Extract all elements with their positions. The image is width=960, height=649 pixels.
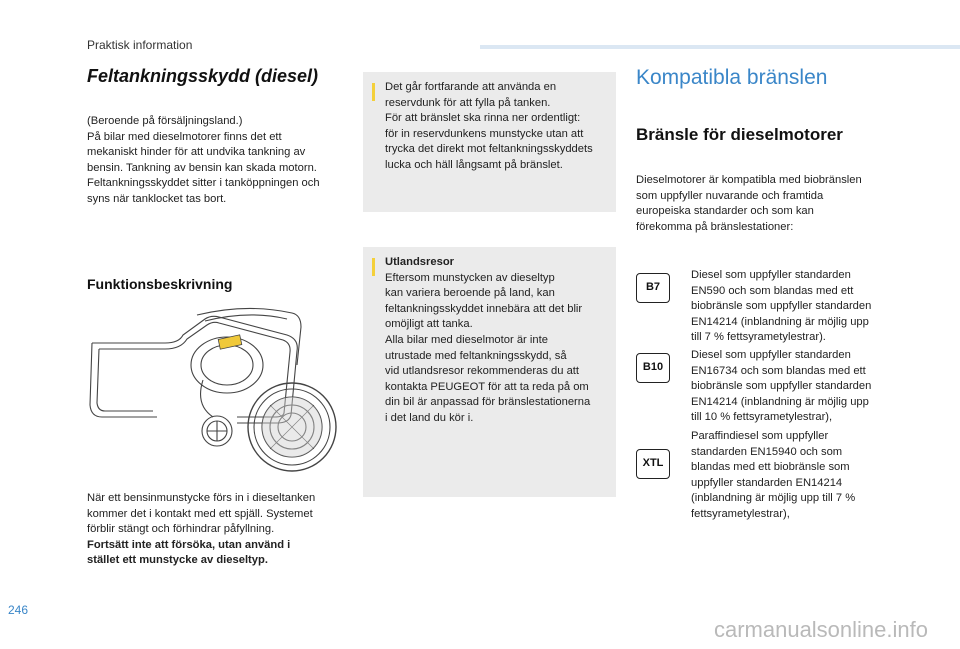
text-line: blandas med ett biobränsle som (691, 461, 850, 474)
text-line: (Beroende på försäljningsland.) (87, 115, 243, 127)
text-line: feltankningsskyddet innebära att det blir (385, 302, 583, 315)
text-line: För att bränslet ska rinna ner ordentligt: (385, 112, 581, 125)
text-line: Diesel som uppfyller standarden (691, 349, 851, 361)
text-line: som uppfyller nuvarande och framtida (636, 189, 824, 202)
misfuel-intro (87, 114, 349, 208)
page-number: 246 (8, 603, 29, 617)
travel-abroad-box (363, 247, 616, 497)
watermark: carmanualsonline.info (713, 617, 928, 642)
text-line: kan variera beroende på land, kan (385, 287, 555, 300)
fuel-badge-xtl: XTL (636, 449, 670, 479)
warning-line: Fortsätt inte att försöka, utan använd i (87, 538, 291, 551)
text-line: Diesel som uppfyller standarden (691, 269, 851, 281)
text-line: På bilar med dieselmotorer finns det ett (87, 130, 282, 143)
misfuel-bottom-text (87, 491, 352, 569)
text-line: standarden EN15940 och som (691, 445, 843, 458)
text-line: lucka och häll långsamt på bränslet. (385, 158, 563, 171)
text-line: till 10 % fettsyrametylestrar), (691, 411, 833, 424)
text-line: syns när tanklocket tas bort. (87, 192, 227, 205)
text-line: EN14214 (inblandning är möjlig upp (691, 395, 869, 408)
text-line: Paraffindiesel som uppfyller (691, 430, 829, 442)
fuel-description (691, 348, 886, 426)
fuel-badge-b7: B7 (636, 273, 670, 303)
warning-line: stället ett munstycke av dieseltyp. (87, 554, 268, 567)
fuel-filler-illustration (87, 305, 349, 477)
text-line: europeiska standarder och som kan (636, 205, 814, 218)
text-line: reservdunk för att fylla på tanken. (385, 96, 551, 109)
text-line: kontakta PEUGEOT för att ta reda på om (385, 380, 589, 393)
text-line: omöjligt att tanka. (385, 318, 473, 331)
text-line: Eftersom munstycken av dieseltyp (385, 271, 555, 284)
text-line: till 7 % fettsyrametylestrar). (691, 331, 826, 344)
text-line: Feltankningsskyddet sitter i tanköppningen och (87, 177, 320, 190)
text-line: kommer det i kontakt med ett spjäll. Systemet (87, 507, 313, 520)
diesel-fuel-intro (636, 173, 886, 235)
text-line: När ett bensinmunstycke förs in i dieseltanken (87, 492, 316, 504)
fuel-description (691, 429, 886, 523)
header-bar (480, 45, 960, 49)
text-line: EN14214 (inblandning är möjlig upp (691, 315, 869, 328)
text-line: trycka det direkt mot feltankningsskyddets (385, 143, 593, 156)
text-line: (inblandning är möjlig upp till 7 % (691, 492, 856, 505)
text-line: uppfyller standarden EN14214 (691, 476, 843, 489)
text-line: EN590 och som blandas med ett (691, 284, 854, 297)
fuel-badge-b10: B10 (636, 353, 670, 383)
text-line: bensin. Tankning av bensin kan skada motorn. (87, 161, 317, 174)
diesel-fuel-subtitle: Bränsle för dieselmotorer (636, 125, 843, 144)
jerrycan-info-box (363, 72, 616, 212)
text-line: biobränsle som uppfyller standarden (691, 300, 872, 313)
text-line: mekaniskt hinder för att undvika tankning av (87, 146, 306, 159)
text-line: din bil är anpassad för bränslestationerna (385, 396, 591, 409)
header-section-label: Praktisk information (87, 38, 193, 52)
text-line: förekomma på bränslestationer: (636, 220, 794, 233)
misfuel-title: Feltankningsskydd (diesel) (87, 66, 319, 86)
text-line: Det går fortfarande att använda en (385, 81, 557, 93)
compatible-fuels-title: Kompatibla bränslen (636, 66, 828, 89)
text-line: Dieselmotorer är kompatibla med biobränslen (636, 174, 862, 186)
function-subtitle: Funktionsbeskrivning (87, 276, 233, 292)
text-line: vid utlandsresor rekommenderas du att (385, 365, 580, 378)
text-line: biobränsle som uppfyller standarden (691, 380, 872, 393)
text-line: fettsyrametylestrar), (691, 507, 790, 520)
fuel-description (691, 268, 886, 346)
text-line: EN16734 och som blandas med ett (691, 364, 866, 377)
text-line: förblir stängt och förhindrar påfyllning. (87, 523, 275, 536)
text-line: för in reservdunkens munstycke utan att (385, 127, 584, 140)
text-line: utrustade med feltankningsskydd, så (385, 349, 567, 362)
text-line: Alla bilar med dieselmotor är inte (385, 333, 548, 346)
box-title: Utlandsresor (385, 256, 455, 268)
text-line: i det land du kör i. (385, 411, 474, 424)
